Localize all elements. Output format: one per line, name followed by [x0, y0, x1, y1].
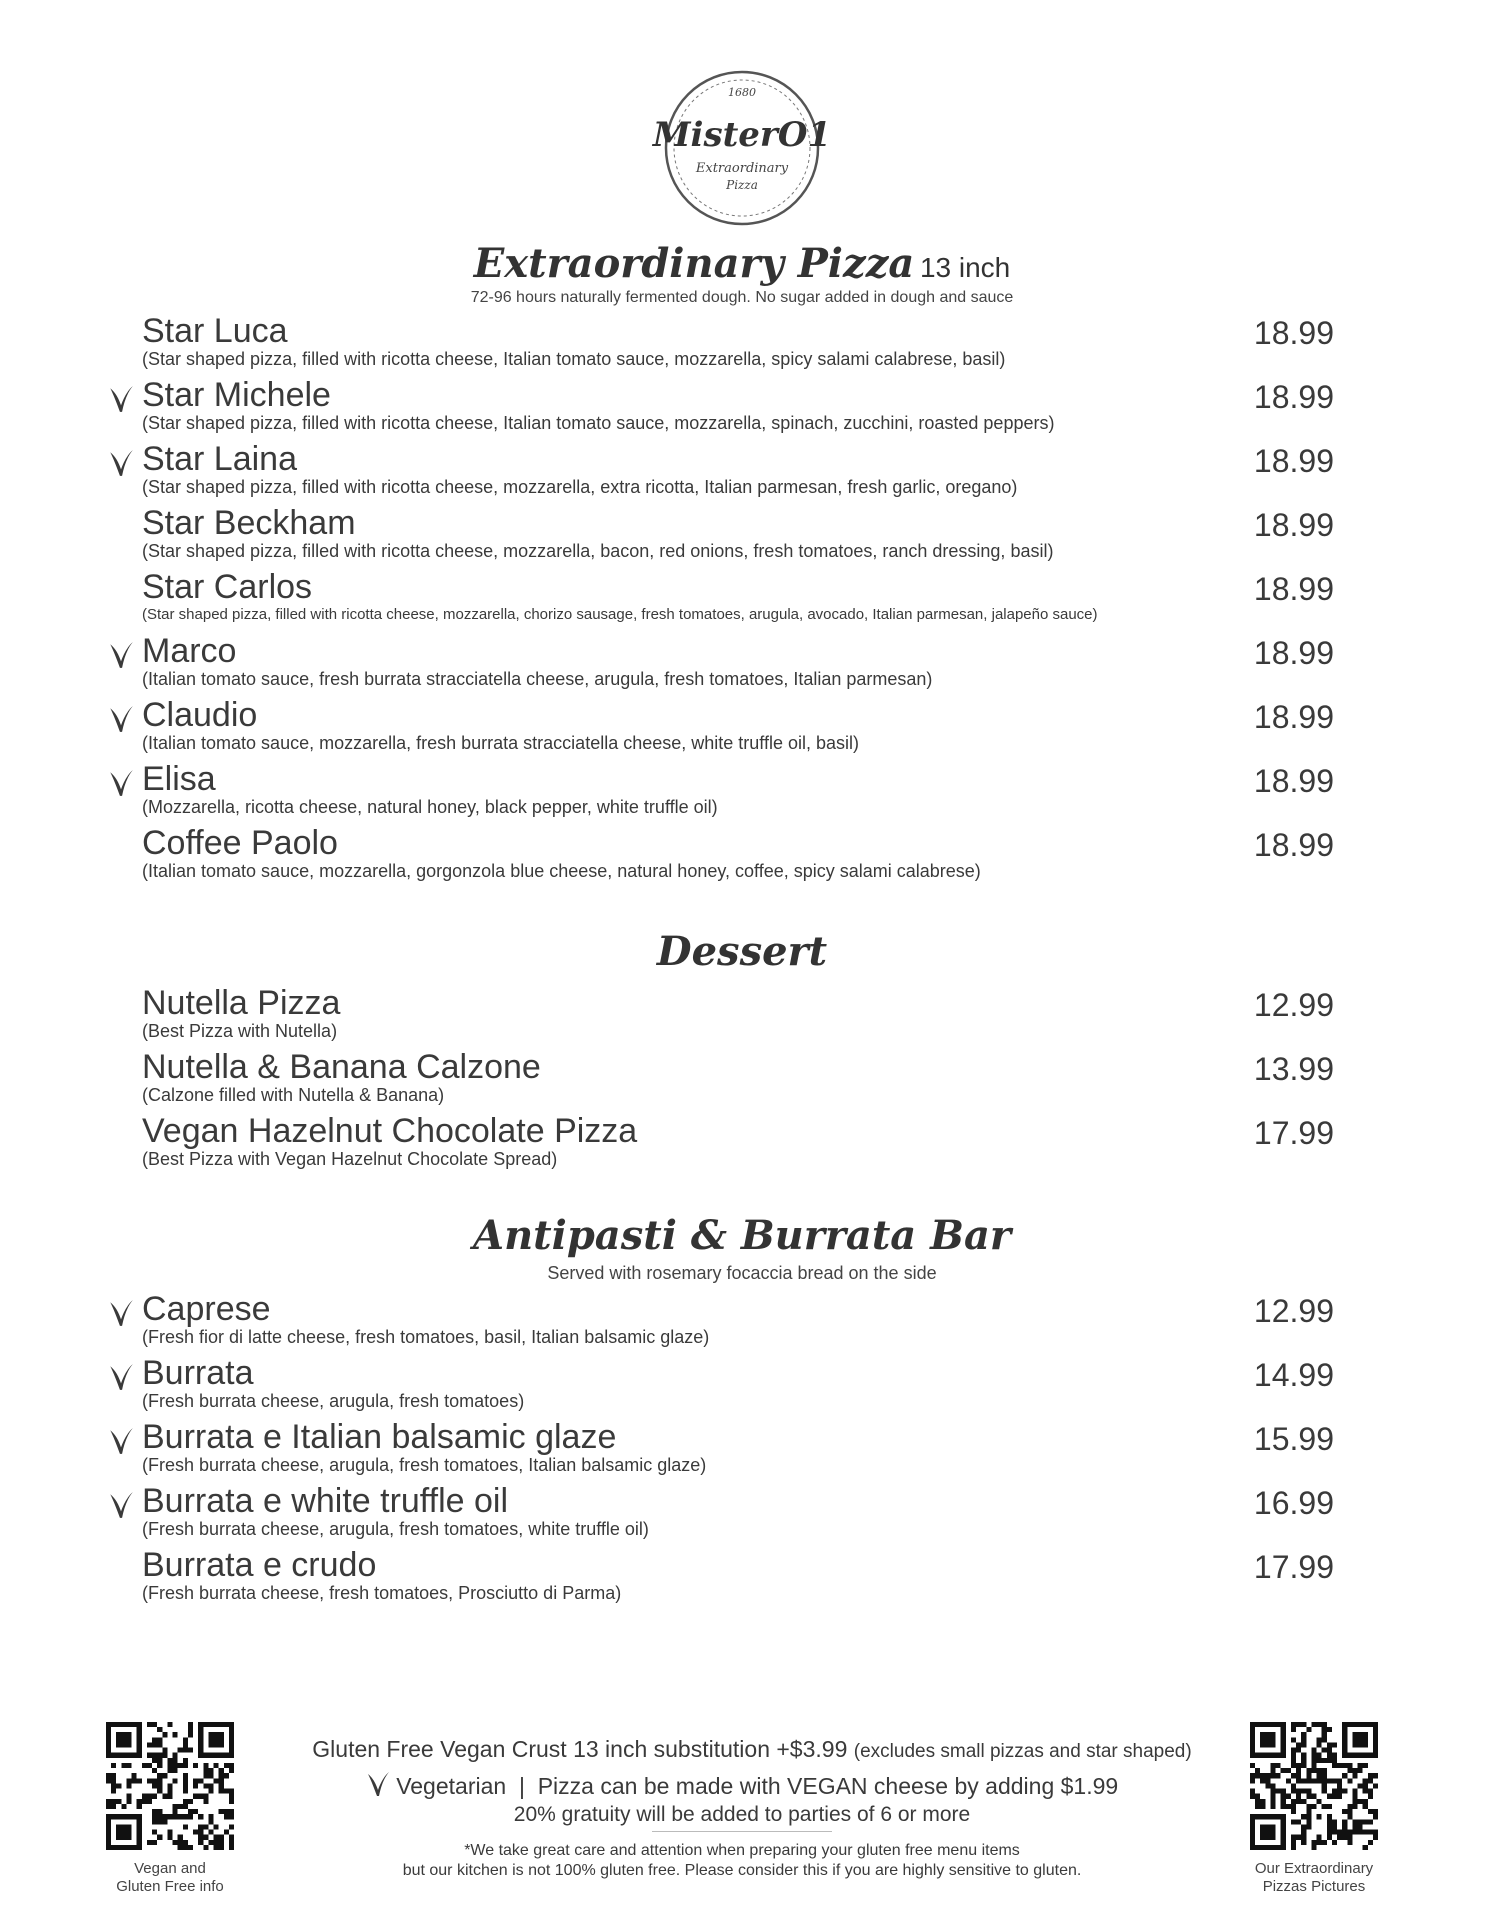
menu-item-description: (Calzone filled with Nutella & Banana) — [142, 1085, 445, 1105]
menu-item-price: 12.99 — [1253, 987, 1334, 1023]
menu-item-price: 18.99 — [1253, 571, 1334, 607]
menu-item-description: (Best Pizza with Vegan Hazelnut Chocolate Spread) — [142, 1149, 558, 1169]
dessert-title: Dessert — [656, 928, 828, 975]
pizza-menu-item — [0, 376, 1484, 436]
menu-item-name: Star Laina — [142, 440, 297, 478]
menu-item-description: (Best Pizza with Nutella) — [142, 1021, 338, 1041]
disclaimer-line-2: but our kitchen is not 100% gluten free. Please consider this if you are highly sensitive to gluten. — [402, 1862, 1082, 1879]
menu-item-price: 17.99 — [1253, 1115, 1334, 1151]
menu-item-description: (Italian tomato sauce, mozzarella, fresh burrata stracciatella cheese, white truffle oil, basil) — [142, 733, 859, 753]
menu-item-name: Burrata e crudo — [142, 1546, 377, 1584]
menu-item-price: 18.99 — [1253, 315, 1334, 351]
gluten-free-line — [0, 1736, 1494, 1763]
vegetarian-leaf-icon — [108, 768, 134, 798]
menu-item-name: Star Beckham — [142, 504, 356, 542]
pizza-menu-item — [0, 824, 1484, 884]
qr-left-label-line1: Vegan and — [134, 1860, 206, 1877]
gluten-free-main: Gluten Free Vegan Crust 13 inch substitution +$3.99 — [312, 1736, 848, 1762]
menu-item-price: 13.99 — [1253, 1051, 1334, 1087]
vegetarian-leaf-icon — [108, 1298, 134, 1328]
antipasti-menu-item — [0, 1290, 1484, 1350]
menu-item-name: Nutella & Banana Calzone — [142, 1048, 541, 1086]
menu-item-description: (Fresh fior di latte cheese, fresh tomatoes, basil, Italian balsamic glaze) — [142, 1327, 710, 1347]
menu-item-price: 18.99 — [1253, 507, 1334, 543]
antipasti-section-title — [0, 1212, 1484, 1259]
vegetarian-leaf-icon — [108, 704, 134, 734]
gratuity-note: 20% gratuity will be added to parties of 6 or more — [513, 1803, 971, 1826]
restaurant-logo — [652, 68, 832, 228]
menu-item-name: Nutella Pizza — [142, 984, 341, 1022]
menu-item-description: (Star shaped pizza, filled with ricotta cheese, mozzarella, bacon, red onions, fresh tomatoes, ranch dressing, basil) — [142, 541, 1054, 561]
menu-item-description: (Star shaped pizza, filled with ricotta cheese, mozzarella, chorizo sausage, fresh tomatoes, arugula, avocado, Italian parmesan, jalapeño sauce) — [142, 606, 1098, 623]
pizza-title: Extraordinary Pizza — [473, 240, 915, 287]
logo-year: 1680 — [728, 86, 756, 99]
pizza-menu-item — [0, 568, 1484, 628]
antipasti-menu-item — [0, 1546, 1484, 1606]
menu-item-description: (Fresh burrata cheese, arugula, fresh tomatoes, white truffle oil) — [142, 1519, 649, 1539]
menu-item-name: Burrata e white truffle oil — [142, 1482, 508, 1520]
pizza-menu-item — [0, 760, 1484, 820]
menu-item-name: Star Luca — [142, 312, 288, 350]
vegetarian-leaf-icon — [108, 640, 134, 670]
vegetarian-separator: | — [518, 1773, 525, 1799]
footer-divider — [652, 1831, 832, 1832]
menu-item-price: 17.99 — [1253, 1549, 1334, 1585]
gluten-free-note: (excludes small pizzas and star shaped) — [853, 1741, 1192, 1762]
menu-item-name: Caprese — [142, 1290, 271, 1328]
disclaimer-line-1: *We take great care and attention when preparing your gluten free menu items — [464, 1842, 1020, 1859]
logo-brand: MisterO1 — [652, 115, 832, 155]
antipasti-menu-item — [0, 1354, 1484, 1414]
qr-right-label-line1: Our Extraordinary — [1254, 1860, 1374, 1877]
menu-item-price: 18.99 — [1253, 379, 1334, 415]
vegan-cheese-note: Pizza can be made with VEGAN cheese by adding $1.99 — [537, 1773, 1119, 1799]
menu-item-name: Burrata e Italian balsamic glaze — [142, 1418, 617, 1456]
antipasti-subtitle: Served with rosemary focaccia bread on the side — [547, 1263, 937, 1283]
menu-item-price: 18.99 — [1253, 763, 1334, 799]
vegetarian-leaf-icon — [366, 1770, 390, 1798]
menu-item-name: Marco — [142, 632, 237, 670]
menu-item-description: (Star shaped pizza, filled with ricotta cheese, mozzarella, extra ricotta, Italian parmesan, fresh garlic, oregano) — [142, 477, 1018, 497]
vegetarian-leaf-icon — [108, 1362, 134, 1392]
menu-item-price: 18.99 — [1253, 635, 1334, 671]
pizza-menu-item — [0, 696, 1484, 756]
antipasti-menu-item — [0, 1418, 1484, 1478]
vegetarian-leaf-icon — [108, 1426, 134, 1456]
menu-item-price: 14.99 — [1253, 1357, 1334, 1393]
vegetarian-leaf-icon — [108, 448, 134, 478]
menu-item-description: (Fresh burrata cheese, arugula, fresh tomatoes) — [142, 1391, 525, 1411]
menu-item-name: Claudio — [142, 696, 258, 734]
menu-item-price: 15.99 — [1253, 1421, 1334, 1457]
menu-item-price: 18.99 — [1253, 443, 1334, 479]
pizza-menu-item — [0, 440, 1484, 500]
menu-item-price: 18.99 — [1253, 699, 1334, 735]
menu-item-name: Vegan Hazelnut Chocolate Pizza — [142, 1112, 638, 1150]
dessert-menu-item — [0, 1112, 1484, 1172]
menu-item-name: Burrata — [142, 1354, 254, 1392]
pizza-menu-item — [0, 312, 1484, 372]
pizza-subtitle: 72-96 hours naturally fermented dough. No sugar added in dough and sauce — [470, 289, 1014, 306]
pizza-menu-item — [0, 632, 1484, 692]
dessert-menu-item — [0, 1048, 1484, 1108]
menu-item-price: 12.99 — [1253, 1293, 1334, 1329]
menu-item-description: (Mozzarella, ricotta cheese, natural honey, black pepper, white truffle oil) — [142, 797, 718, 817]
menu-item-name: Star Carlos — [142, 568, 313, 606]
menu-item-price: 18.99 — [1253, 827, 1334, 863]
menu-item-price: 16.99 — [1253, 1485, 1334, 1521]
menu-item-description: (Italian tomato sauce, fresh burrata stracciatella cheese, arugula, fresh tomatoes, Italian parmesan) — [142, 669, 933, 689]
qr-right-label-line2: Pizzas Pictures — [1262, 1878, 1366, 1895]
menu-item-description: (Star shaped pizza, filled with ricotta cheese, Italian tomato sauce, mozzarella, spinach, zucchini, roasted peppers) — [142, 413, 1055, 433]
menu-item-name: Star Michele — [142, 376, 331, 414]
vegetarian-label: Vegetarian — [396, 1773, 507, 1799]
menu-item-description: (Star shaped pizza, filled with ricotta cheese, Italian tomato sauce, mozzarella, spicy salami calabrese, basil) — [142, 349, 1006, 369]
menu-item-description: (Fresh burrata cheese, fresh tomatoes, Prosciutto di Parma) — [142, 1583, 622, 1603]
logo-tagline-2: Pizza — [726, 178, 758, 192]
menu-item-name: Elisa — [142, 760, 216, 798]
dessert-section-title — [0, 928, 1484, 975]
vegetarian-line — [0, 1770, 1484, 1800]
pizza-section-title — [0, 240, 1484, 287]
vegetarian-leaf-icon — [108, 1490, 134, 1520]
antipasti-menu-item — [0, 1482, 1484, 1542]
menu-item-description: (Italian tomato sauce, mozzarella, gorgonzola blue cheese, natural honey, coffee, spicy salami calabrese) — [142, 861, 981, 881]
pizza-size: 13 inch — [919, 252, 1011, 283]
antipasti-title: Antipasti & Burrata Bar — [473, 1212, 1011, 1259]
qr-left-label-line2: Gluten Free info — [116, 1878, 224, 1895]
vegetarian-leaf-icon — [108, 384, 134, 414]
menu-item-description: (Fresh burrata cheese, arugula, fresh tomatoes, Italian balsamic glaze) — [142, 1455, 707, 1475]
menu-item-name: Coffee Paolo — [142, 824, 338, 862]
dessert-menu-item — [0, 984, 1484, 1044]
pizza-menu-item — [0, 504, 1484, 564]
logo-tagline-1: Extraordinary — [695, 161, 789, 176]
